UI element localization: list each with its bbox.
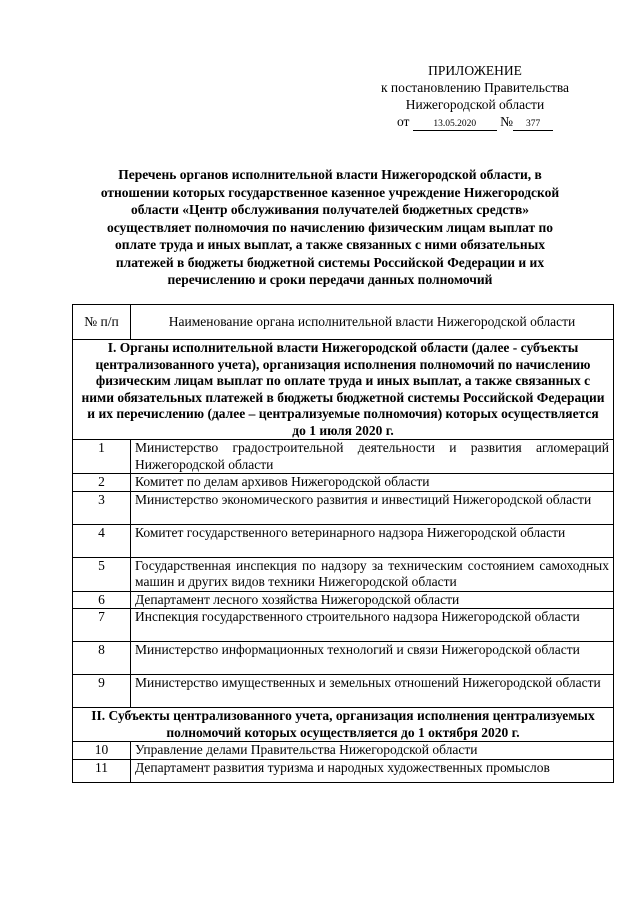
section-row xyxy=(73,708,614,742)
row-name: Министерство градостроительной деятельности и развития агломераций Нижегородской области xyxy=(131,440,614,474)
header-num: № п/п xyxy=(73,305,131,340)
section-title-2: II. Субъекты централизованного учета, организация исполнения централизуемых полномочий которых осуществляется до 1 октября 2020 г. xyxy=(73,708,614,742)
table-row xyxy=(73,440,614,474)
appendix-block xyxy=(340,62,610,131)
table-row xyxy=(73,642,614,675)
row-name: Департамент лесного хозяйства Нижегородской области xyxy=(131,591,614,609)
table-row xyxy=(73,759,614,782)
row-num: 2 xyxy=(73,474,131,492)
bodies-table xyxy=(72,304,614,783)
row-num: 4 xyxy=(73,524,131,557)
row-num: 3 xyxy=(73,491,131,524)
row-num: 9 xyxy=(73,675,131,708)
row-num: 6 xyxy=(73,591,131,609)
row-name: Комитет государственного ветеринарного надзора Нижегородской области xyxy=(131,524,614,557)
table-row xyxy=(73,591,614,609)
table-row xyxy=(73,474,614,492)
row-name: Министерство информационных технологий и связи Нижегородской области xyxy=(131,642,614,675)
document-title: Перечень органов исполнительной власти Нижегородской области, в отношении которых государственное казенное учреждение Нижегородской области «Центр обслуживания получателей бюджетных средств» осуществляет полномочия по начислению физическим лицам выплат по оплате труда и иных выплат, а также связанных с ними обязательных платежей в бюджеты бюджетной системы Российской Федерации и их перечислению и сроки передачи данных полномочий xyxy=(100,167,560,287)
appendix-number: 377 xyxy=(513,118,553,131)
appendix-line-region: Нижегородской области xyxy=(405,97,545,112)
table-row xyxy=(73,675,614,708)
row-name: Инспекция государственного строительного надзора Нижегородской области xyxy=(131,609,614,642)
row-name: Департамент развития туризма и народных художественных промыслов xyxy=(131,759,614,782)
table-header-row xyxy=(73,305,614,340)
row-name: Министерство имущественных и земельных отношений Нижегородской области xyxy=(131,675,614,708)
header-name: Наименование органа исполнительной власти Нижегородской области xyxy=(131,305,614,340)
table-row xyxy=(73,609,614,642)
row-name: Министерство экономического развития и инвестиций Нижегородской области xyxy=(131,491,614,524)
row-num: 1 xyxy=(73,440,131,474)
row-num: 5 xyxy=(73,557,131,591)
section-title-1: I. Органы исполнительной власти Нижегородской области (далее - субъекты централизованного учета), организация исполнения полномочий по начислению физическим лицам выплат по оплате труда и иных выплат, а также связанных с ними обязательных платежей в бюджеты бюджетной системы Российской Федерации и их перечислению (далее – централизуемые полномочия) которых осуществляется до 1 июля 2020 г. xyxy=(73,340,614,440)
appendix-date-row xyxy=(340,113,610,131)
row-num: 8 xyxy=(73,642,131,675)
table-row xyxy=(73,491,614,524)
row-num: 10 xyxy=(73,742,131,760)
appendix-label: ПРИЛОЖЕНИЕ xyxy=(428,63,522,78)
row-name: Управление делами Правительства Нижегородской области xyxy=(131,742,614,760)
appendix-from-word: от xyxy=(396,114,410,129)
appendix-number-sign: № xyxy=(500,114,514,129)
table-row xyxy=(73,524,614,557)
section-row xyxy=(73,340,614,440)
row-num: 11 xyxy=(73,759,131,782)
row-name: Государственная инспекция по надзору за техническим состоянием самоходных машин и других видов техники Нижегородской области xyxy=(131,557,614,591)
table-row xyxy=(73,742,614,760)
table-row xyxy=(73,557,614,591)
row-name: Комитет по делам архивов Нижегородской области xyxy=(131,474,614,492)
appendix-line-resolution: к постановлению Правительства xyxy=(380,80,570,95)
appendix-date: 13.05.2020 xyxy=(413,118,497,131)
row-num: 7 xyxy=(73,609,131,642)
